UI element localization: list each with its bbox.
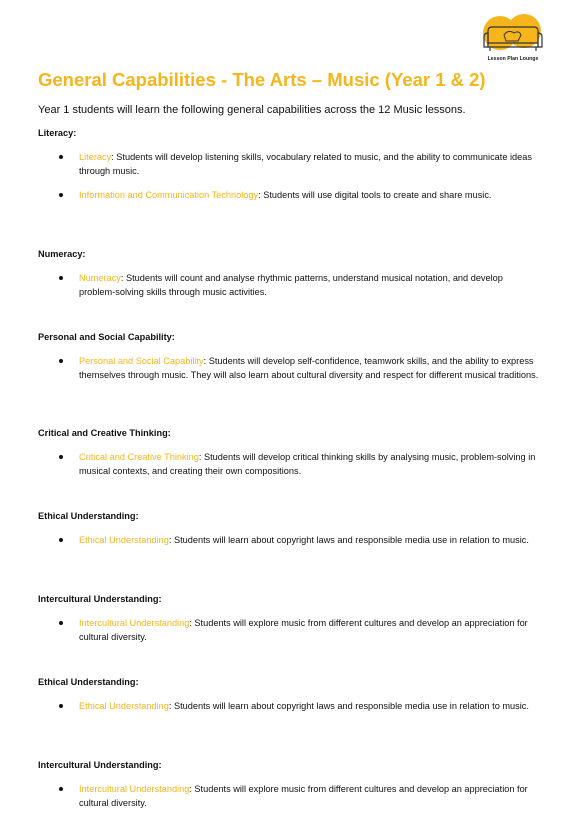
list-item bbox=[79, 450, 539, 478]
list-item bbox=[79, 271, 539, 299]
section-heading-ethical: Ethical Understanding: bbox=[38, 511, 139, 521]
list-item bbox=[79, 616, 539, 644]
capability-term: Numeracy bbox=[79, 273, 121, 283]
bullet-icon bbox=[59, 704, 63, 708]
capability-description: : Students will develop critical thinking skills by analysing music, problem-solving in musical contexts, and creating their own compositions. bbox=[79, 452, 536, 476]
list-item bbox=[79, 699, 539, 713]
section-heading-intercultural: Intercultural Understanding: bbox=[38, 594, 162, 604]
section-heading-intercultural: Intercultural Understanding: bbox=[38, 760, 162, 770]
bullet-icon bbox=[59, 155, 63, 159]
list-item bbox=[79, 782, 539, 810]
capability-description: : Students will learn about copyright laws and responsible media use in relation to music. bbox=[168, 535, 529, 545]
section-heading-literacy: Literacy: bbox=[38, 128, 77, 138]
capability-description: : Students will use digital tools to create and share music. bbox=[258, 190, 492, 200]
capability-description: : Students will develop listening skills, vocabulary related to music, and the ability to communicate ideas through music. bbox=[79, 152, 532, 176]
bullet-icon bbox=[59, 787, 63, 791]
bullet-icon bbox=[59, 538, 63, 542]
capability-description: : Students will learn about copyright laws and responsible media use in relation to music. bbox=[168, 701, 529, 711]
list-item bbox=[79, 188, 539, 202]
page-title: General Capabilities - The Arts – Music (Year 1 & 2) bbox=[38, 69, 486, 90]
bullet-icon bbox=[59, 621, 63, 625]
capability-description: : Students will develop self-confidence, teamwork skills, and the ability to express themselves through music. They will also learn about cultural diversity and respect for different musical traditions. bbox=[79, 356, 539, 380]
capability-description: : Students will count and analyse rhythmic patterns, understand musical notation, and develop problem-solving skills through music activities. bbox=[79, 273, 503, 297]
capability-term: Ethical Understanding bbox=[79, 535, 169, 545]
bullet-icon bbox=[59, 455, 63, 459]
capability-term: Personal and Social Capability bbox=[79, 356, 204, 366]
section-heading-numeracy: Numeracy: bbox=[38, 249, 86, 259]
section-heading-ethical: Ethical Understanding: bbox=[38, 677, 139, 687]
intro-text: Year 1 students will learn the following general capabilities across the 12 Music lessons. bbox=[38, 104, 466, 116]
capability-term: Intercultural Understanding bbox=[79, 618, 190, 628]
capability-description: : Students will explore music from different cultures and develop an appreciation for cultural diversity. bbox=[79, 618, 528, 642]
section-heading-personal-social: Personal and Social Capability: bbox=[38, 332, 175, 342]
capability-term: Critical and Creative Thinking bbox=[79, 452, 199, 462]
section-heading-critical-creative: Critical and Creative Thinking: bbox=[38, 428, 171, 438]
capability-term: Literacy bbox=[79, 152, 112, 162]
list-item bbox=[79, 150, 539, 178]
lesson-plan-lounge-logo bbox=[478, 13, 548, 65]
bullet-icon bbox=[59, 276, 63, 280]
bullet-icon bbox=[59, 193, 63, 197]
list-item bbox=[79, 533, 539, 547]
bullet-icon bbox=[59, 359, 63, 363]
list-item bbox=[79, 354, 539, 382]
logo-text: Lesson Plan Lounge bbox=[487, 56, 539, 62]
capability-term: Intercultural Understanding bbox=[79, 784, 190, 794]
capability-term: Information and Communication Technology bbox=[79, 190, 259, 200]
capability-term: Ethical Understanding bbox=[79, 701, 169, 711]
capability-description: : Students will explore music from different cultures and develop an appreciation for cultural diversity. bbox=[79, 784, 528, 808]
sofa-logo-icon bbox=[478, 13, 548, 57]
